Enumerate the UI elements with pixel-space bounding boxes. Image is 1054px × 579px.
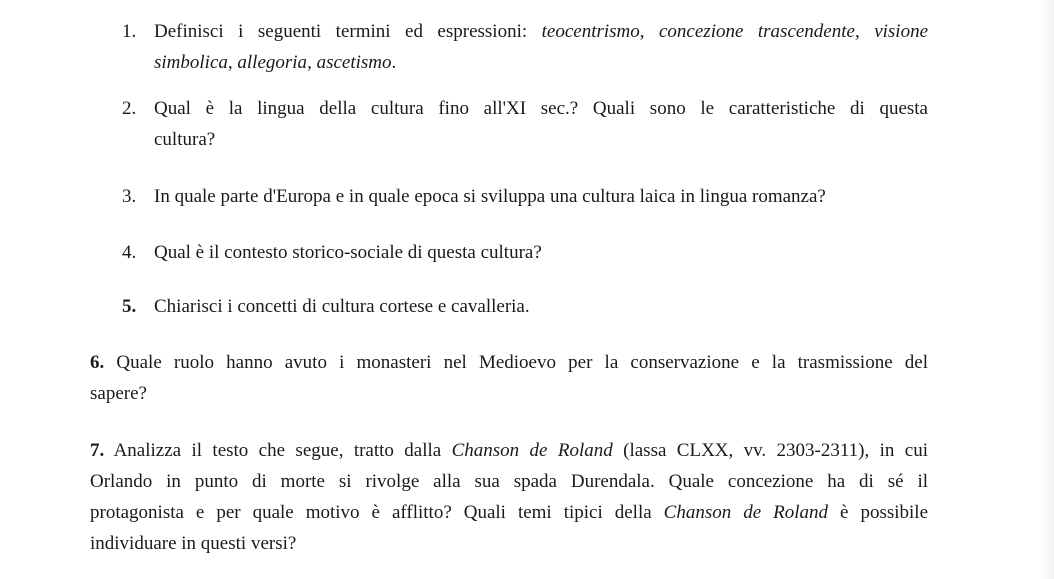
work-title: Chanson de Roland	[451, 440, 613, 461]
question-1-text: Definisci i seguenti termini ed espressioni:	[154, 21, 542, 42]
question-1-number: 1.	[122, 21, 137, 42]
term-simbolica: simbolica	[154, 52, 228, 73]
separator: ,	[854, 21, 875, 42]
question-2-number: 2.	[122, 98, 137, 119]
end-punctuation: .	[391, 52, 397, 73]
question-5	[122, 291, 928, 322]
question-7-line-4: individuare in questi versi?	[90, 533, 297, 554]
question-7-number: 7.	[90, 440, 105, 461]
question-6-number: 6.	[90, 352, 105, 373]
question-2	[122, 93, 928, 155]
question-5-number: 5.	[122, 296, 137, 317]
question-1-line-2	[154, 47, 928, 78]
question-6-text: Quale ruolo hanno avuto i monasteri nel Medioevo per la conservazione e la trasmissione del	[104, 352, 928, 373]
question-1-line-1	[154, 16, 928, 47]
question-6-line-1	[90, 347, 928, 378]
question-2-line-2: cultura?	[154, 129, 216, 150]
question-7-text: protagonista e per quale motivo è afflitto? Quali temi tipici della	[90, 502, 664, 523]
question-3	[122, 181, 944, 212]
question-4	[122, 237, 928, 268]
question-5-text: Chiarisci i concetti di cultura cortese e cavalleria.	[154, 296, 530, 317]
question-6-line-2: sapere?	[90, 383, 147, 404]
question-4-text: Qual è il contesto storico-sociale di questa cultura?	[154, 242, 542, 263]
term-visione: visione	[874, 21, 929, 42]
term-allegoria: allegoria	[237, 52, 308, 73]
separator: ,	[639, 21, 659, 42]
question-7-line-1	[90, 435, 928, 466]
question-7-line-2: Orlando in punto di morte si rivolge alla sua spada Durendala. Quale concezione ha di sé il	[90, 471, 928, 492]
question-4-number: 4.	[122, 242, 137, 263]
question-3-number: 3.	[122, 186, 137, 207]
question-3-text: In quale parte d'Europa e in quale epoca si sviluppa una cultura laica in lingua romanza?	[154, 186, 826, 207]
term-ascetismo: ascetismo	[316, 52, 392, 73]
question-1	[122, 16, 929, 78]
question-7-text: è possibile	[828, 502, 928, 523]
separator: ,	[227, 52, 238, 73]
question-6	[90, 347, 928, 409]
question-7-text: Analizza il testo che segue, tratto dalla	[104, 440, 452, 461]
question-7	[90, 435, 928, 559]
question-2-line-1: Qual è la lingua della cultura fino all'XI sec.? Quali sono le caratteristiche di questa	[154, 98, 928, 119]
term-concezione-trascendente: concezione trascendente	[659, 21, 855, 42]
term-teocentrismo: teocentrismo	[541, 21, 640, 42]
work-title: Chanson de Roland	[663, 502, 829, 523]
question-7-text: (lassa CLXX, vv. 2303-2311), in cui	[612, 440, 928, 461]
separator: ,	[307, 52, 317, 73]
question-7-line-3	[90, 497, 928, 528]
